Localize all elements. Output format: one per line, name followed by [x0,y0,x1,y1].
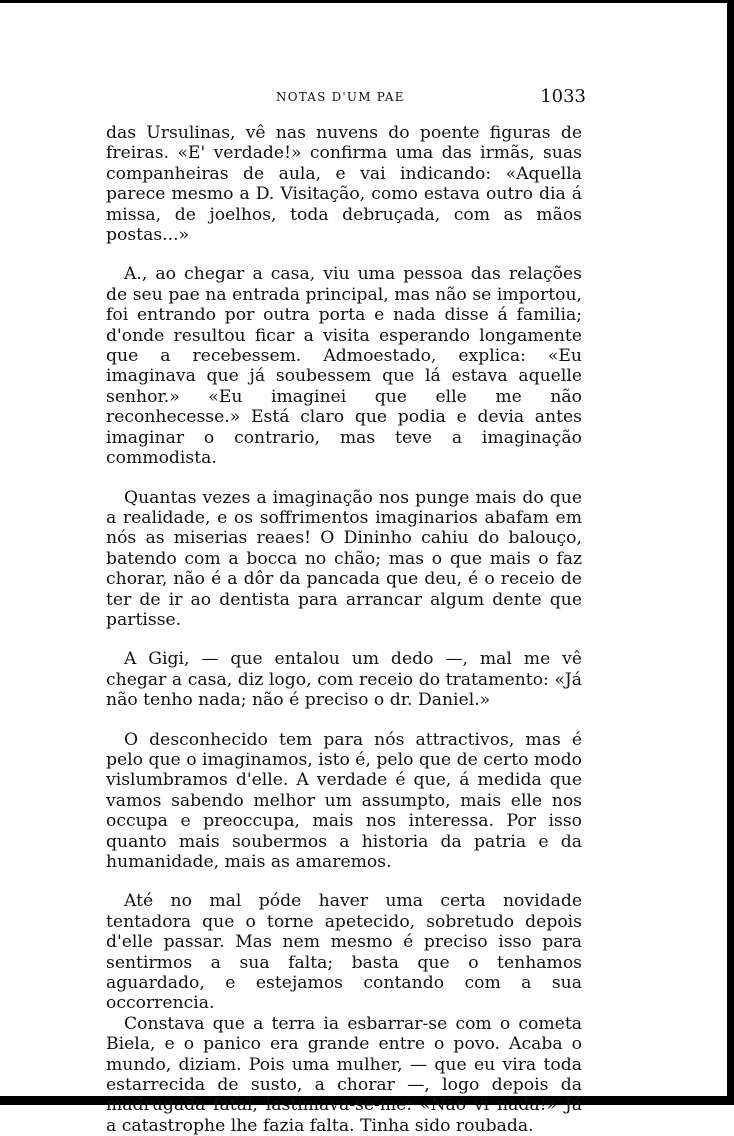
paragraph: A Gigi, — que entalou um dedo —, mal me vê chegar a casa, diz logo, com receio do tratamento: «Já não tenho nada; não é preciso o dr. Daniel.» [106,649,582,711]
scan-border-right [727,0,734,1105]
scan-border-top [0,0,734,3]
paragraph: das Ursulinas, vê nas nuvens do poente figuras de freiras. «E' verdade!» confirma uma das irmãs, suas companheiras de aula, e vai indicando: «Aquella parece mesmo a D. Visitação, como estava outro dia á missa, de joelhos, toda debruçada, com as mãos postas...» [106,123,582,246]
paragraph: Quantas vezes a imaginação nos punge mais do que a realidade, e os soffrimentos imaginarios abafam em nós as miserias reaes! O Dininho cahiu do balouço, batendo com a bocca no chão; mas o que mais o faz chorar, não é a dôr da pancada que deu, é o receio de ter de ir ao dentista para arrancar algum dente que partisse. [106,487,582,630]
page-number: 1033 [540,86,586,107]
paragraph: Constava que a terra ia esbarrar-se com o cometa Biela, e o panico era grande entre o povo. Acaba o mundo, diziam. Pois uma mulher, — que eu vira toda estarrecida de susto, a chorar —, logo depois da madrugada fatal, lastimava-se-me: «Não vi nada!» Já a catastrophe lhe fazia falta. Tinha sido roubada. [106,1013,582,1136]
running-head [106,86,586,110]
paragraph: O desconhecido tem para nós attractivos, mas é pelo que o imaginamos, isto é, pelo que de certo modo vislumbramos d'elle. A verdade é que, á medida que vamos sabendo melhor um assumpto, mais elle nos occupa e preoccupa, mais nos interessa. Por isso quanto mais soubermos a historia da patria e da humanidade, mais as amaremos. [106,729,582,872]
body-text [106,123,582,1136]
paragraph: A., ao chegar a casa, viu uma pessoa das relações de seu pae na entrada principal, mas não se importou, foi entrando por outra porta e nada disse á familia; d'onde resultou ficar a visita esperando longamente que a recebessem. Admoestado, explica: «Eu imaginava que já soubessem que lá estava aquelle senhor.» «Eu imaginei que elle me não reconhecesse.» Está claro que podia e devia antes imaginar o contrario, mas teve a imaginação commodista. [106,264,582,469]
running-title: NOTAS D'UM PAE [276,90,405,104]
paragraph: Até no mal póde haver uma certa novidade tentadora que o torne apetecido, sobretudo depois d'elle passar. Mas nem mesmo é preciso isso para sentirmos a sua falta; basta que o tenhamos aguardado, e estejamos contando com a sua occorrencia. [106,891,582,1014]
